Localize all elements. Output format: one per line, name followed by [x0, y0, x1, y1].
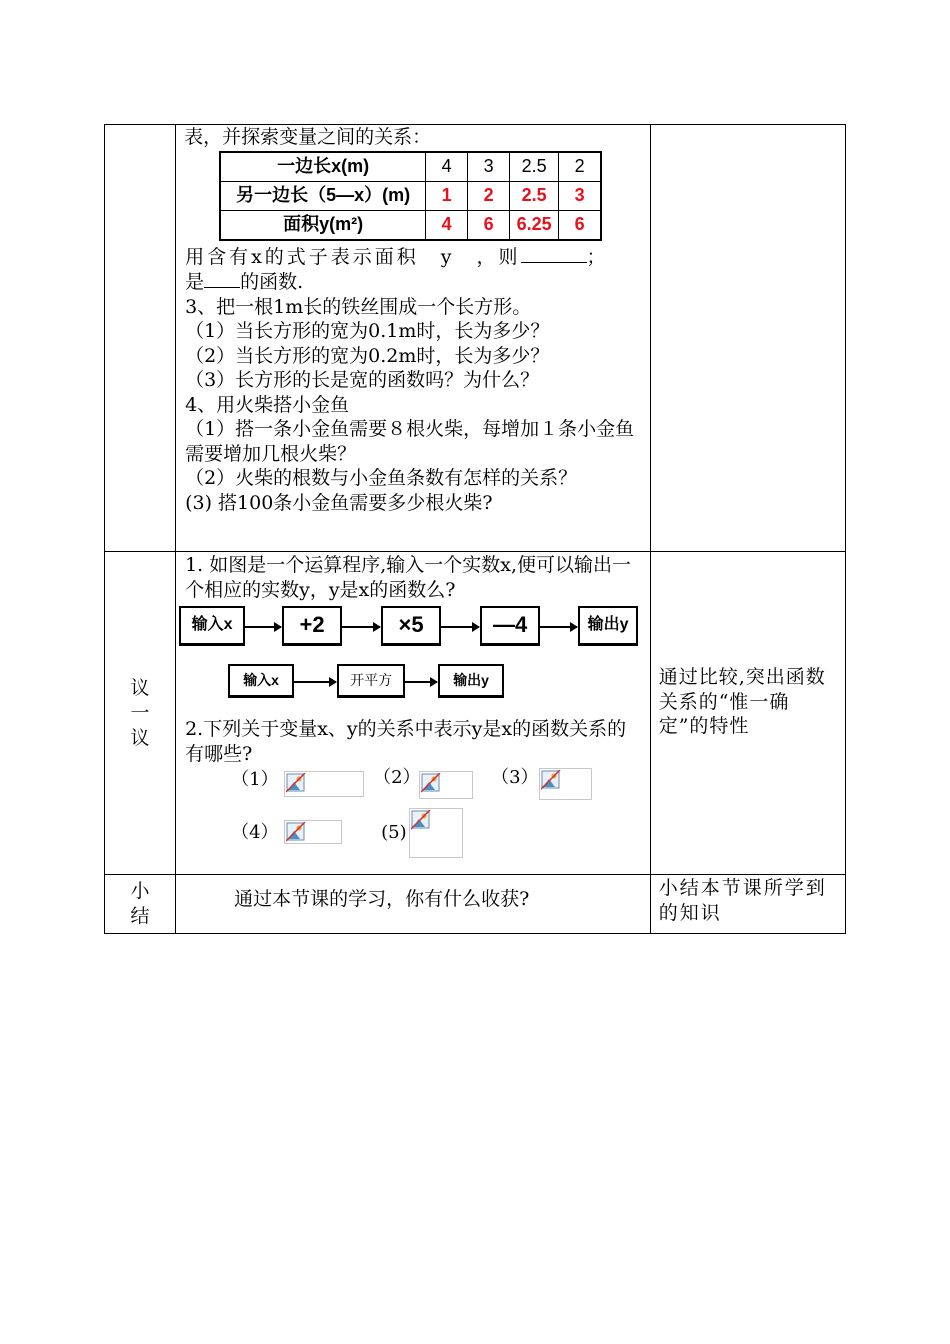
summary-content: 通过本节课的学习，你有什么收获?	[176, 875, 651, 934]
q2-text: 2.下列关于变量x、y的关系中表示y是x的函数关系的有哪些?	[185, 718, 627, 765]
intro-text: 表，并探索变量之间的关系：	[184, 126, 432, 148]
flow2-output-box: 输出y	[438, 664, 504, 698]
data-table-cell: 1	[426, 181, 468, 210]
discuss-note: 通过比较,突出函数关系的“惟一确定”的特性	[650, 552, 845, 875]
data-table	[219, 151, 602, 241]
broken-image-icon	[286, 822, 306, 842]
data-table-row-label: 一边长x(m)	[220, 152, 426, 182]
option-1-image	[284, 771, 364, 797]
option-4-image	[284, 820, 342, 844]
q4-title: 4、用火柴搭小金鱼	[185, 393, 350, 416]
lesson-table	[104, 124, 846, 934]
flow1-arrow-3	[441, 626, 479, 628]
flow1-arrow-2	[342, 626, 380, 628]
option-2-image	[419, 771, 473, 799]
flow1-input-box: 输入x	[179, 606, 245, 646]
data-table-row	[220, 210, 601, 240]
flow2-sqrt-box: 开平方	[337, 664, 405, 698]
data-table-cell: 2	[468, 181, 510, 210]
label-cell-empty	[105, 125, 176, 552]
data-table-cell: 2.5	[510, 181, 559, 210]
data-table-row-label: 面积y(m²)	[220, 210, 426, 240]
q4-3: (3) 搭100条小金鱼需要多少根火柴?	[185, 491, 493, 514]
flow1-minus-box: —4	[480, 606, 540, 646]
flow2-input-box: 输入x	[228, 664, 294, 698]
option-3-label: （3）	[491, 767, 539, 788]
data-table-cell: 6	[468, 210, 510, 240]
option-5-image	[409, 808, 463, 858]
option-2-label: （2）	[373, 767, 421, 788]
flow-diagrams	[185, 606, 644, 714]
data-table-row	[220, 152, 601, 182]
broken-image-icon	[286, 773, 306, 793]
data-table-cell: 4	[426, 210, 468, 240]
blank-2	[204, 269, 240, 288]
discuss-content	[176, 552, 651, 875]
data-table-row-label: 另一边长（5—x）(m)	[220, 181, 426, 210]
label-discuss: 议 一 议	[105, 552, 176, 875]
q4-1: （1）搭一条小金鱼需要８根火柴，每增加１条小金鱼需要增加几根火柴？	[185, 418, 635, 465]
data-table-cell: 6	[559, 210, 602, 240]
row-explore	[105, 125, 846, 552]
summary-note: 小结本节课所学到的知识	[650, 875, 845, 934]
label-summary: 小 结	[105, 875, 176, 934]
flow1-plus-box: +2	[282, 606, 342, 646]
options-row-2	[185, 808, 644, 860]
function-line: 是 的函数.	[185, 271, 304, 293]
data-table-cell: 3	[468, 152, 510, 182]
data-table-cell: 4	[426, 152, 468, 182]
flow1-output-box: 输出y	[578, 606, 638, 646]
data-table-cell: 2	[559, 152, 602, 182]
data-table-cell: 2.5	[510, 152, 559, 182]
data-table-row	[220, 181, 601, 210]
flow2-arrow-2	[405, 681, 437, 683]
broken-image-icon	[421, 773, 441, 793]
flow2-arrow-1	[294, 681, 336, 683]
data-table-cell: 3	[559, 181, 602, 210]
option-3-image	[539, 768, 592, 800]
explore-content	[176, 125, 651, 552]
option-5-label: (5)	[381, 822, 407, 843]
row-discuss	[105, 552, 846, 875]
q3-2: （2）当长方形的宽为0.2m时，长为多少？	[185, 344, 550, 367]
row-summary	[105, 875, 846, 934]
flow1-arrow-4	[540, 626, 577, 628]
area-expression-line: 用含有x的式子表示面积 y ，则 ；	[185, 245, 609, 268]
option-1-label: （1）	[231, 769, 279, 790]
broken-image-icon	[541, 770, 561, 790]
data-table-cell: 6.25	[510, 210, 559, 240]
broken-image-icon	[411, 810, 431, 830]
options-row-1	[185, 768, 644, 804]
q3-1: （1）当长方形的宽为0.1m时，长为多少？	[185, 320, 550, 342]
flow1-times-box: ×5	[381, 606, 441, 646]
q1-text: 1. 如图是一个运算程序,输入一个实数x,便可以输出一个相应的实数y，y是x的函数么?	[185, 554, 632, 601]
option-4-label: （4）	[231, 822, 279, 843]
q4-2: （2）火柴的根数与小金鱼条数有怎样的关系？	[185, 467, 578, 489]
flow1-arrow-1	[245, 626, 281, 628]
q3-3: （3）长方形的长是宽的函数吗？为什么？	[185, 369, 540, 391]
q3-title: 3、把一根1m长的铁丝围成一个长方形。	[185, 295, 532, 318]
note-cell-empty	[650, 125, 845, 552]
blank-1	[521, 244, 587, 263]
